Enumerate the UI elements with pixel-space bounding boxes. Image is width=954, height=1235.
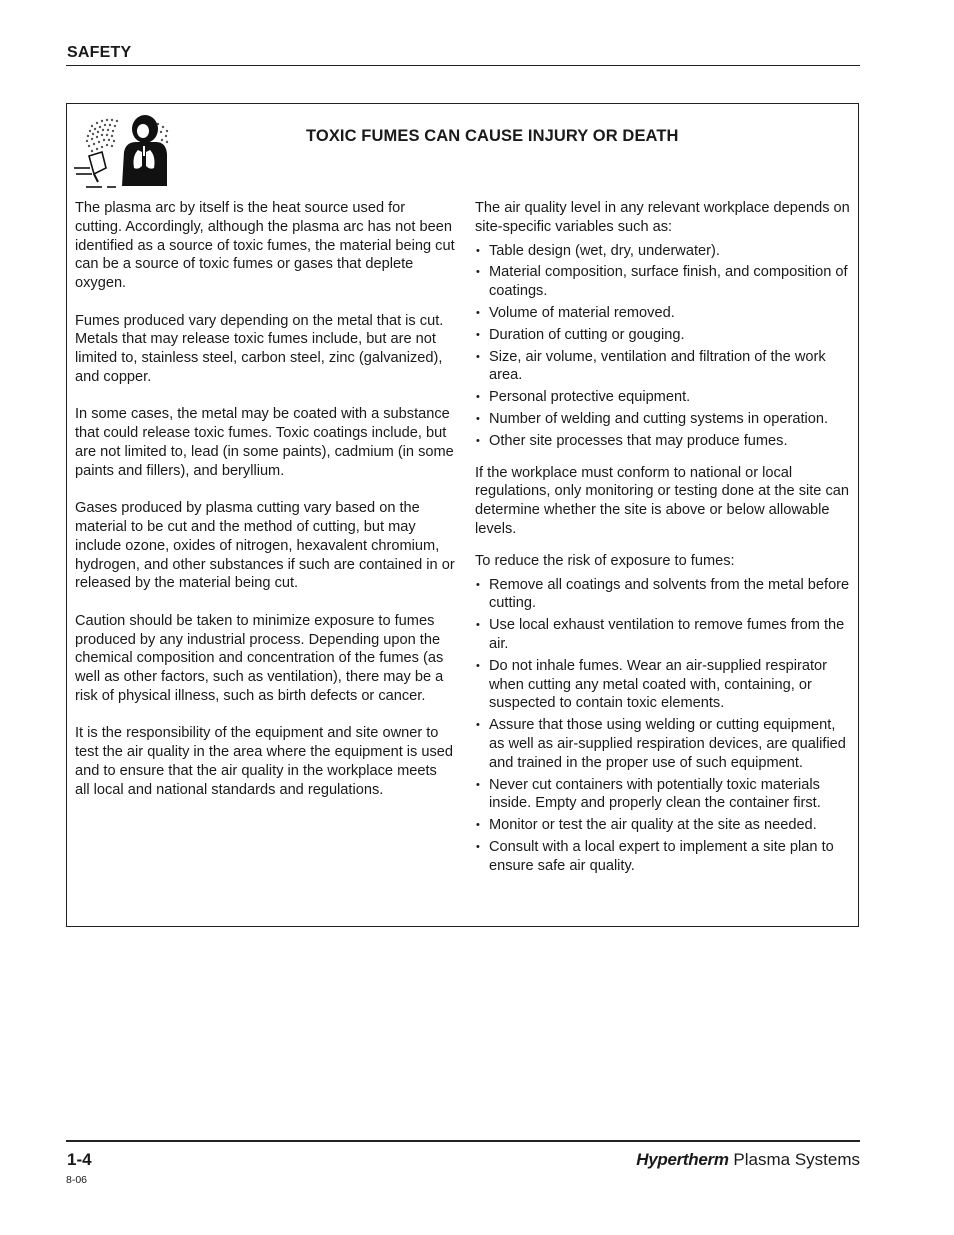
section-title: SAFETY [67, 44, 132, 61]
paragraph: Gases produced by plasma cutting vary based on the material to be cut and the method of cutting, but may include ozone, oxides of nitrogen, hexavalent chromium, hydrogen, and other substances if such are contained in or released by the material being cut. [75, 500, 455, 592]
header-rule [66, 65, 860, 66]
brand-footer [636, 1150, 860, 1170]
list-item: • Size, air volume, ventilation and filtration of the work area. [476, 348, 826, 384]
list-item: • Assure that those using welding or cutting equipment, as well as air-supplied respiration devices, are qualified and trained in the proper use of such equipment. [476, 717, 846, 771]
paragraph: It is the responsibility of the equipment and site owner to test the air quality in the area where the equipment is used and to ensure that the air quality in the workplace meets all local and national standards and regulations. [75, 725, 454, 798]
paragraph: In some cases, the metal may be coated with a substance that could release toxic fumes. Toxic coatings include, but are not limited to, lead (in some paints), cadmium (in some paints and fillers), and beryllium. [75, 406, 454, 479]
variables-intro: The air quality level in any relevant workplace depends on site-specific variables such as: [475, 200, 850, 235]
toxic-fumes-warning-icon [72, 112, 174, 192]
list-item: • Remove all coatings and solvents from the metal before cutting. [476, 576, 850, 612]
regulations-paragraph: If the workplace must conform to national or local regulations, only monitoring or testing done at the site can determine whether the site is above or below allowable levels. [475, 464, 849, 537]
paragraph: The plasma arc by itself is the heat source used for cutting. Accordingly, although the plasma arc has not been identified as a source of toxic fumes, the material being cut can be a source of toxic fumes or gases that deplete oxygen. [75, 200, 455, 292]
brand-name: Hypertherm [636, 1150, 729, 1169]
brand-suffix: Plasma Systems [733, 1150, 860, 1169]
paragraph: Fumes produced vary depending on the metal that is cut. Metals that may release toxic fumes include, but are not limited to, stainless steel, carbon steel, zinc (galvanized), and copper. [75, 312, 444, 385]
list-item: • Use local exhaust ventilation to remove fumes from the air. [476, 617, 845, 652]
list-item: • Table design (wet, dry, underwater). [476, 242, 720, 259]
list-item: • Do not inhale fumes. Wear an air-supplied respirator when cutting any metal coated with, containing, or suspected to contain toxic elements. [476, 657, 827, 712]
left-column [75, 199, 455, 818]
list-item: • Never cut containers with potentially toxic materials inside. Empty and properly clean the container first. [476, 776, 821, 812]
list-item: • Monitor or test the air quality at the site as needed. [476, 817, 817, 834]
right-column [475, 199, 853, 879]
list-item: • Other site processes that may produce fumes. [476, 432, 788, 449]
paragraph: Caution should be taken to minimize exposure to fumes produced by any industrial process. Depending upon the chemical composition and concentration of the fumes (as well as other factors, such as ventilation), there may be a risk of physical illness, such as birth defects or cancer. [75, 612, 444, 704]
list-item: • Duration of cutting or gouging. [476, 326, 685, 343]
footer-rule [66, 1140, 860, 1142]
list-item: • Material composition, surface finish, and composition of coatings. [476, 264, 848, 300]
measures-list [475, 576, 853, 876]
list-item: • Number of welding and cutting systems in operation. [476, 410, 829, 427]
reduce-intro: To reduce the risk of exposure to fumes: [475, 552, 735, 569]
list-item: • Consult with a local expert to implement a site plan to ensure safe air quality. [476, 838, 834, 874]
page-number: 1-4 [67, 1150, 92, 1169]
variables-list [475, 242, 853, 451]
warning-title: TOXIC FUMES CAN CAUSE INJURY OR DEATH [306, 127, 679, 145]
date-code: 8-06 [66, 1174, 88, 1186]
list-item: • Personal protective equipment. [476, 389, 691, 406]
list-item: • Volume of material removed. [476, 304, 675, 321]
